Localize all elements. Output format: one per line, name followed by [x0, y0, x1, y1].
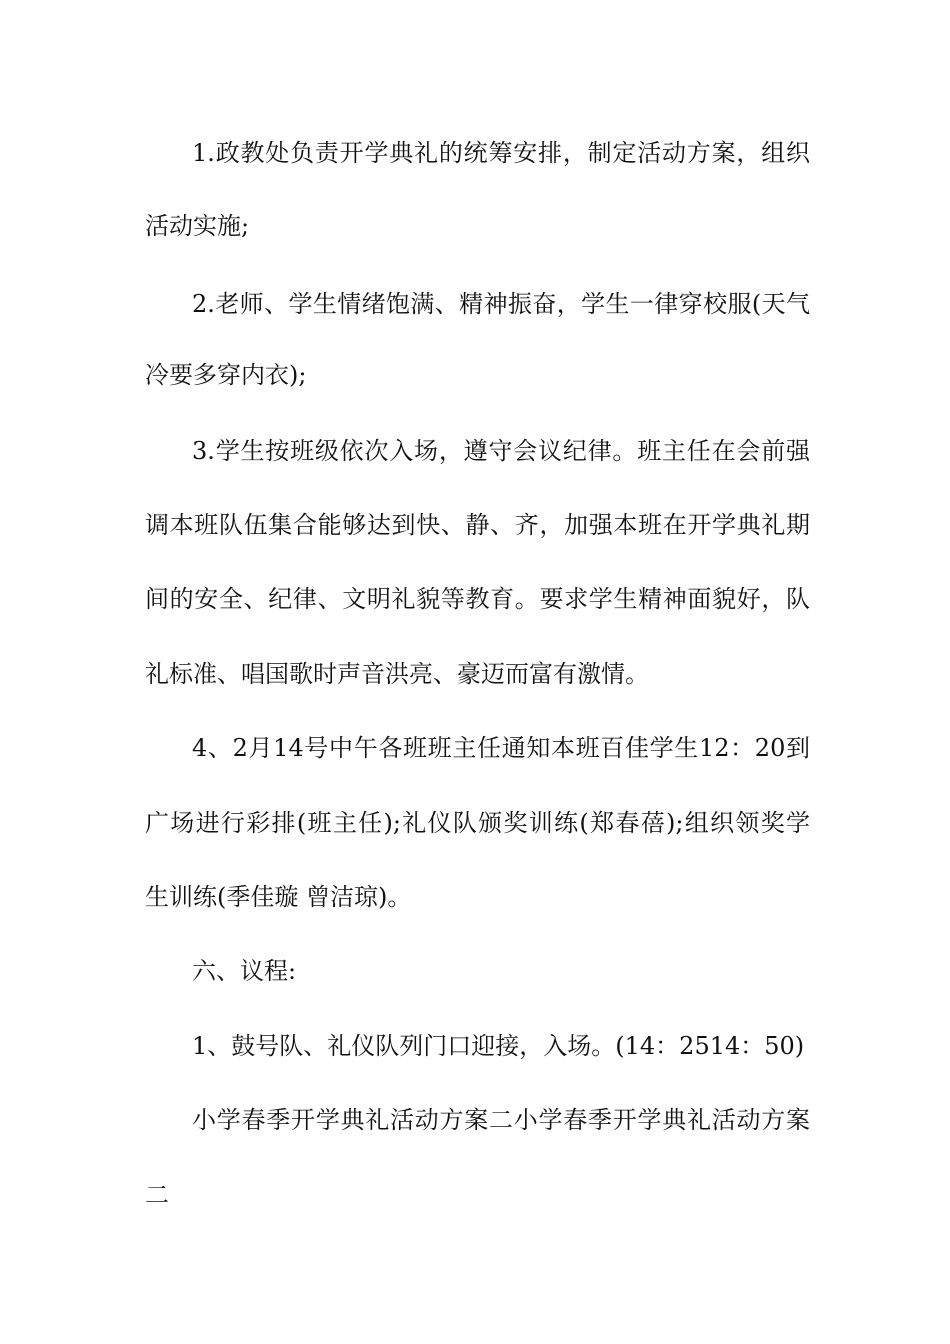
paragraph-3-line-3: 间的安全、纪律、文明礼貌等教育。要求学生精神面貌好，队	[145, 585, 810, 613]
section-heading-agenda: 六、议程:	[192, 957, 297, 985]
paragraph-2-line-2: 冷要多穿内衣);	[145, 361, 307, 389]
paragraph-4-line-2: 广场进行彩排(班主任);礼仪队颁奖训练(郑春蓓);组织领奖学	[145, 809, 810, 837]
paragraph-1-line-1: 1.政教处负责开学典礼的统筹安排，制定活动方案，组织	[192, 139, 810, 167]
title-line-1: 小学春季开学典礼活动方案二小学春季开学典礼活动方案	[192, 1106, 810, 1134]
paragraph-3-line-4: 礼标准、唱国歌时声音洪亮、豪迈而富有激情。	[145, 660, 649, 688]
paragraph-3-line-1: 3.学生按班级依次入场，遵守会议纪律。班主任在会前强	[192, 437, 810, 465]
paragraph-4-line-1: 4、2月14号中午各班班主任通知本班百佳学生12：20到	[192, 734, 810, 762]
paragraph-2-line-1: 2.老师、学生情绪饱满、精神振奋，学生一律穿校服(天气	[192, 290, 810, 318]
paragraph-3-line-2: 调本班队伍集合能够达到快、静、齐，加强本班在开学典礼期	[145, 511, 810, 539]
title-line-2: 二	[145, 1181, 169, 1209]
paragraph-1-line-2: 活动实施;	[145, 212, 250, 240]
paragraph-4-line-3: 生训练(季佳璇 曾洁琼)。	[145, 883, 412, 911]
agenda-item-1: 1、鼓号队、礼仪队列门口迎接，入场。(14：2514：50)	[192, 1032, 805, 1060]
